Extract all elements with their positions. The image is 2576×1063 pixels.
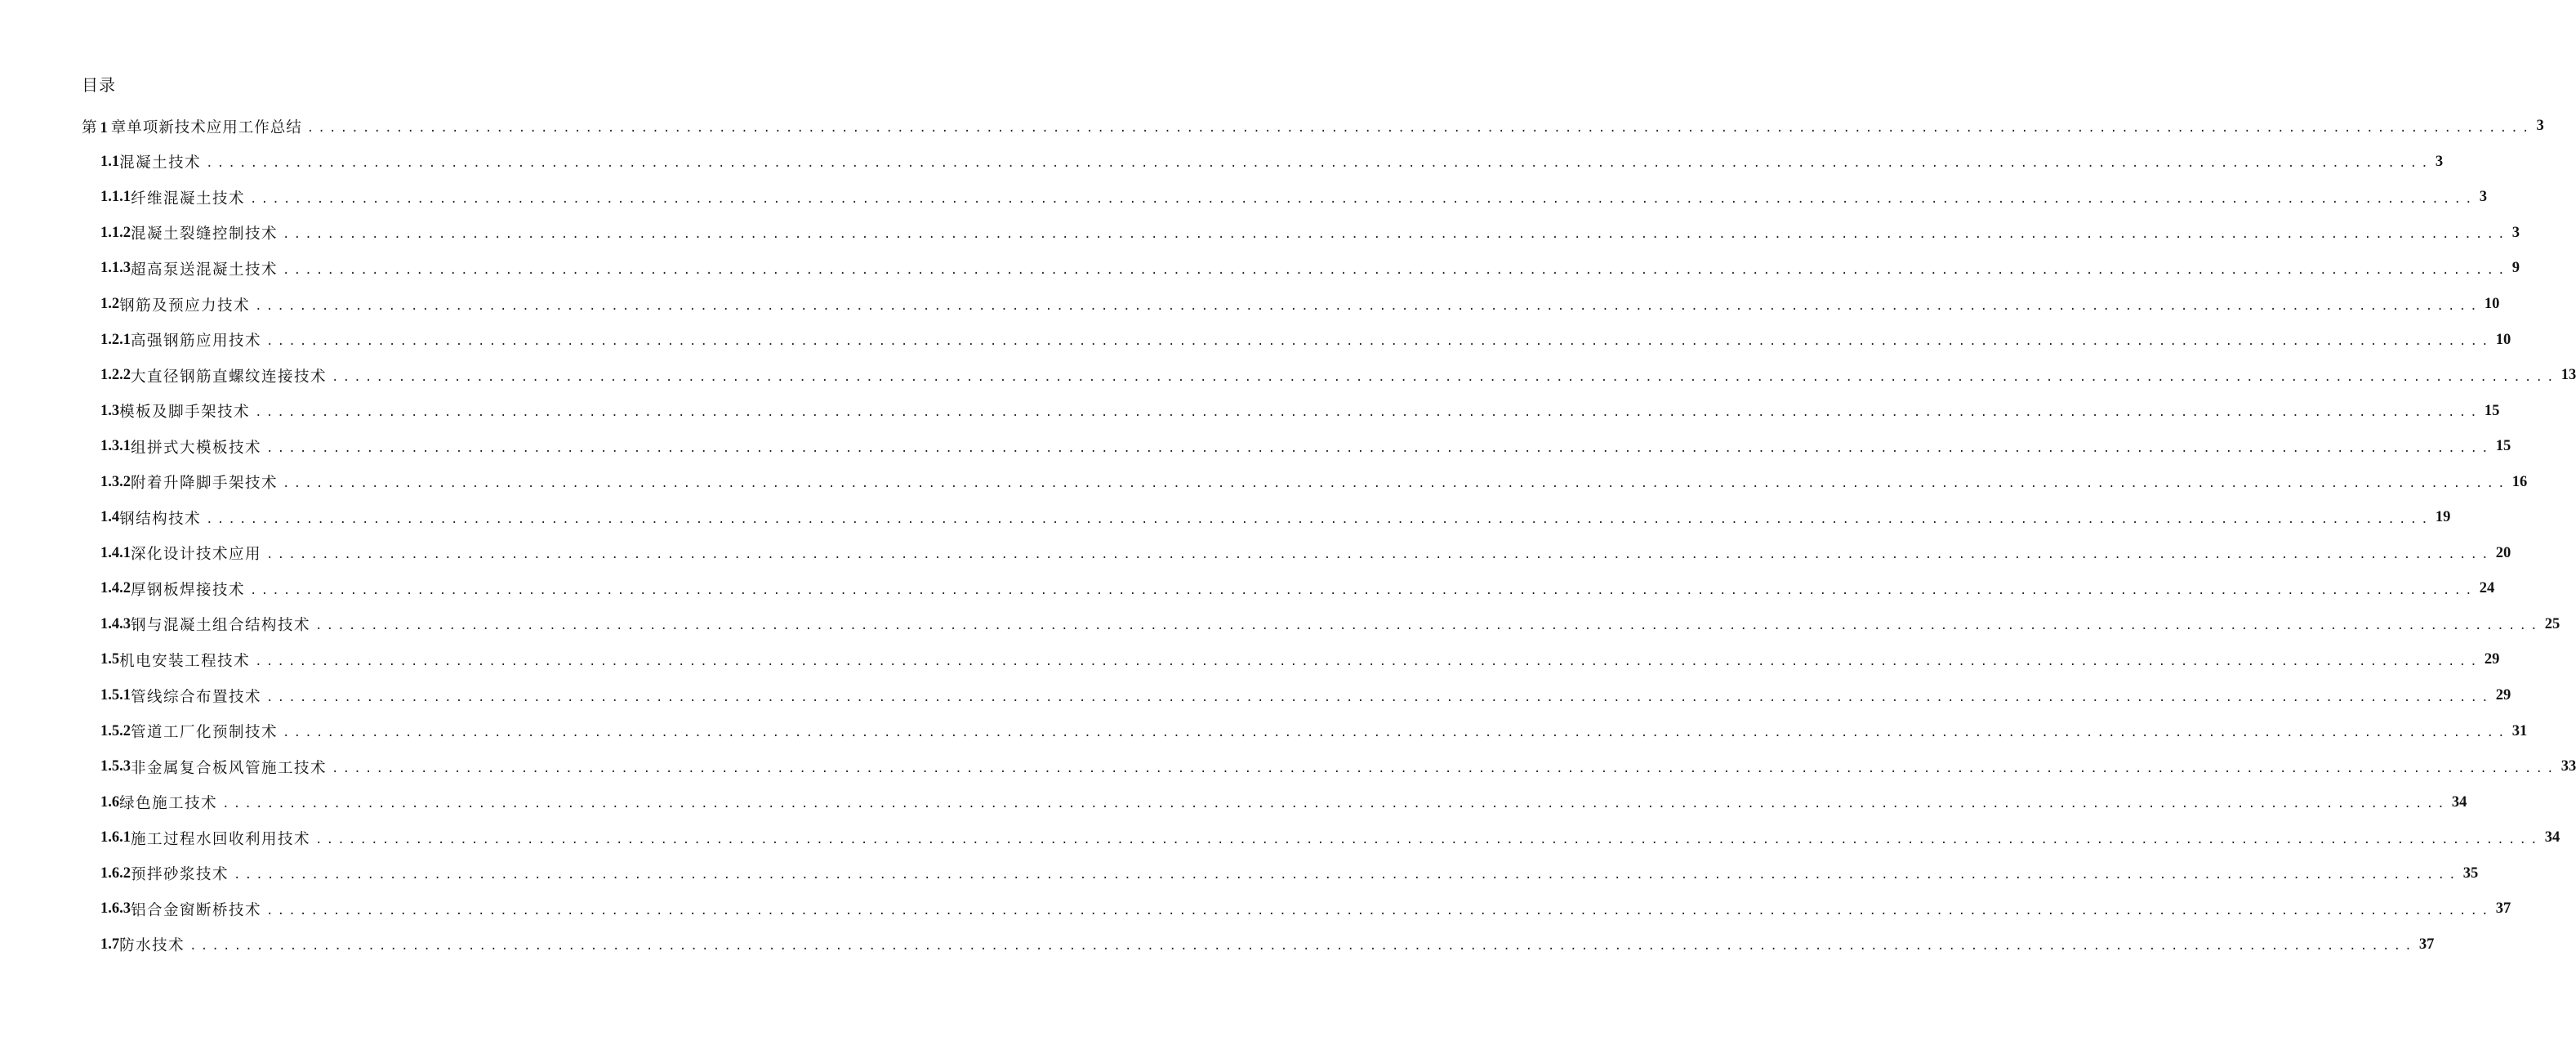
- toc-entry-title: 组拼式大模板技术: [131, 439, 262, 457]
- toc-entry-title: 模板及脚手架技术: [119, 404, 251, 422]
- toc-entry-title: 防水技术: [119, 937, 185, 955]
- toc-entry-title: 管线综合布置技术: [131, 688, 262, 706]
- toc-page-number: 3: [2536, 118, 2544, 135]
- toc-entry[interactable]: [0, 500, 2451, 536]
- toc-entry-title: 深化设计技术应用: [131, 546, 262, 564]
- toc-entry[interactable]: [0, 642, 2500, 678]
- toc-entry[interactable]: [0, 358, 2576, 394]
- toc-leader-dots: ........................................................................................................................................................................................................: [189, 940, 2416, 954]
- toc-leader-dots: ........................................................................................................................................................................................................: [315, 619, 2542, 633]
- toc-page-number: 20: [2495, 544, 2511, 561]
- toc-entry-title: 附着升降脚手架技术: [131, 475, 279, 493]
- toc-entry-title: 铝合金窗断桥技术: [131, 901, 262, 919]
- toc-entry[interactable]: [0, 429, 2511, 465]
- toc-page-number: 9: [2511, 260, 2520, 277]
- toc-leader-dots: ........................................................................................................................................................................................................: [283, 228, 2509, 242]
- toc-page-number: 34: [2544, 829, 2560, 846]
- toc-entry[interactable]: [0, 891, 2511, 927]
- toc-leader-dots: ........................................................................................................................................................................................................: [266, 904, 2493, 918]
- toc-entry-number: 1.3: [100, 402, 120, 419]
- toc-page-number: 3: [2435, 153, 2444, 170]
- toc-entry[interactable]: [0, 607, 2560, 643]
- toc-page-number: 24: [2479, 580, 2495, 597]
- toc-entry-number: 1.6.1: [100, 829, 131, 846]
- toc-entry-title: 绿色施工技术: [119, 795, 218, 813]
- toc-leader-dots: ........................................................................................................................................................................................................: [266, 441, 2493, 455]
- toc-entry[interactable]: [0, 287, 2500, 323]
- toc-entry-number: 1.1.2: [100, 224, 131, 241]
- table-of-contents: [0, 109, 2576, 963]
- toc-entry-title: 混凝土裂缝控制技术: [131, 226, 279, 243]
- toc-entry-number: 1.3.1: [100, 438, 131, 455]
- toc-leader-dots: ........................................................................................................................................................................................................: [306, 121, 2534, 135]
- toc-entry-title: 混凝土技术: [119, 154, 202, 172]
- toc-entry[interactable]: [0, 216, 2520, 252]
- toc-entry-title: 钢筋及预应力技术: [119, 297, 251, 315]
- toc-page-number: 10: [2484, 296, 2500, 312]
- toc-entry[interactable]: [0, 393, 2500, 429]
- toc-entry-number: 1.1: [100, 153, 120, 170]
- toc-entry-number: 1.6.3: [100, 900, 131, 918]
- toc-entry-number: 1.2: [100, 296, 120, 312]
- toc-entry-title: 章单项新技术应用工作总结: [110, 118, 302, 136]
- toc-entry[interactable]: [0, 464, 2528, 500]
- toc-entry-number: 1.2.1: [100, 331, 131, 348]
- toc-entry-number: 1.7: [100, 936, 120, 953]
- toc-title: 目录: [82, 75, 116, 95]
- toc-leader-dots: ........................................................................................................................................................................................................: [332, 762, 2558, 775]
- toc-entry-number: 1.6.2: [100, 864, 131, 882]
- toc-page-number: 3: [2511, 224, 2520, 241]
- toc-page-number: 19: [2435, 509, 2451, 526]
- toc-leader-dots: ........................................................................................................................................................................................................: [283, 477, 2509, 491]
- toc-leader-dots: ........................................................................................................................................................................................................: [206, 157, 2432, 171]
- toc-entry-number: 1.4.1: [100, 544, 131, 561]
- toc-page-number: 31: [2511, 722, 2528, 739]
- toc-page-number: 37: [2418, 936, 2435, 953]
- toc-leader-dots: ........................................................................................................................................................................................................: [255, 406, 2481, 420]
- toc-page-number: 13: [2560, 367, 2576, 384]
- toc-page-number: 15: [2484, 402, 2500, 419]
- toc-entry[interactable]: [0, 820, 2560, 856]
- toc-entry-number: 1.2.2: [100, 367, 131, 384]
- toc-entry-number: 1.6: [100, 793, 120, 811]
- toc-entry[interactable]: [0, 678, 2511, 714]
- toc-entry-title: 超高泵送混凝土技术: [131, 261, 279, 279]
- toc-leader-dots: ........................................................................................................................................................................................................: [266, 548, 2493, 562]
- toc-entry[interactable]: [0, 749, 2576, 785]
- toc-entry-number: 1.5.3: [100, 758, 131, 775]
- toc-leader-dots: ........................................................................................................................................................................................................: [283, 263, 2509, 277]
- toc-entry-number: 1.1.3: [100, 260, 131, 277]
- toc-entry-number: 1.5.1: [100, 687, 131, 704]
- toc-entry-title: 高强钢筋应用技术: [131, 333, 262, 351]
- toc-page-number: 29: [2484, 651, 2500, 668]
- toc-leader-dots: ........................................................................................................................................................................................................: [315, 833, 2542, 846]
- toc-page-number: 29: [2495, 687, 2511, 704]
- toc-entry-number: 1.1.1: [100, 189, 131, 206]
- toc-entry[interactable]: [0, 109, 2544, 145]
- toc-entry-chapter-label: [82, 116, 302, 137]
- toc-chapter-prefix: 第: [82, 118, 98, 136]
- toc-entry[interactable]: [0, 571, 2495, 607]
- toc-entry-title: 厚钢板焊接技术: [131, 581, 246, 599]
- toc-entry-number: 1.5.2: [100, 722, 131, 739]
- toc-entry-title: 预拌砂浆技术: [131, 866, 230, 884]
- toc-leader-dots: ........................................................................................................................................................................................................: [255, 654, 2481, 668]
- toc-entry-title: 纤维混凝土技术: [131, 190, 246, 208]
- toc-leader-dots: ........................................................................................................................................................................................................: [250, 583, 2476, 597]
- toc-leader-dots: ........................................................................................................................................................................................................: [255, 299, 2481, 313]
- toc-entry[interactable]: [0, 536, 2511, 572]
- toc-entry-number: 1.4: [100, 509, 120, 526]
- toc-entry-title: 钢与混凝土组合结构技术: [131, 617, 311, 635]
- toc-entry-number: 1.4.2: [100, 580, 131, 597]
- toc-page-number: 35: [2462, 864, 2479, 882]
- toc-page-number: 3: [2479, 189, 2488, 206]
- toc-leader-dots: ........................................................................................................................................................................................................: [250, 192, 2476, 206]
- toc-entry-title: 大直径钢筋直螺纹连接技术: [131, 368, 328, 386]
- toc-entry[interactable]: [0, 927, 2435, 963]
- toc-page-number: 33: [2560, 758, 2576, 775]
- toc-leader-dots: ........................................................................................................................................................................................................: [234, 869, 2460, 882]
- toc-page-number: 15: [2495, 438, 2511, 455]
- toc-entry[interactable]: [0, 251, 2520, 287]
- toc-entry-number: 1.4.3: [100, 615, 131, 632]
- toc-entry[interactable]: [0, 784, 2467, 820]
- toc-entry-number: 1.5: [100, 651, 120, 668]
- toc-entry-title: 非金属复合板风管施工技术: [131, 759, 328, 777]
- toc-leader-dots: ........................................................................................................................................................................................................: [283, 726, 2509, 740]
- toc-entry[interactable]: [0, 855, 2479, 891]
- toc-entry[interactable]: [0, 322, 2511, 358]
- toc-leader-dots: ........................................................................................................................................................................................................: [222, 797, 2449, 811]
- toc-entry[interactable]: [0, 713, 2528, 749]
- toc-page-number: 10: [2495, 331, 2511, 348]
- toc-entry[interactable]: [0, 180, 2488, 216]
- toc-entry[interactable]: [0, 145, 2444, 181]
- toc-leader-dots: ........................................................................................................................................................................................................: [266, 690, 2493, 704]
- toc-page-number: 25: [2544, 615, 2560, 632]
- toc-leader-dots: ........................................................................................................................................................................................................: [206, 512, 2432, 526]
- toc-entry-title: 管道工厂化预制技术: [131, 724, 279, 742]
- toc-page-number: 34: [2451, 793, 2467, 811]
- toc-chapter-number: 1: [100, 119, 109, 136]
- toc-entry-title: 施工过程水回收利用技术: [131, 830, 311, 848]
- toc-page-number: 37: [2495, 900, 2511, 918]
- toc-leader-dots: ........................................................................................................................................................................................................: [266, 335, 2493, 349]
- toc-leader-dots: ........................................................................................................................................................................................................: [332, 370, 2558, 384]
- toc-entry-number: 1.3.2: [100, 473, 131, 490]
- toc-page-number: 16: [2511, 473, 2528, 490]
- toc-entry-title: 钢结构技术: [119, 510, 202, 528]
- toc-entry-title: 机电安装工程技术: [119, 652, 251, 670]
